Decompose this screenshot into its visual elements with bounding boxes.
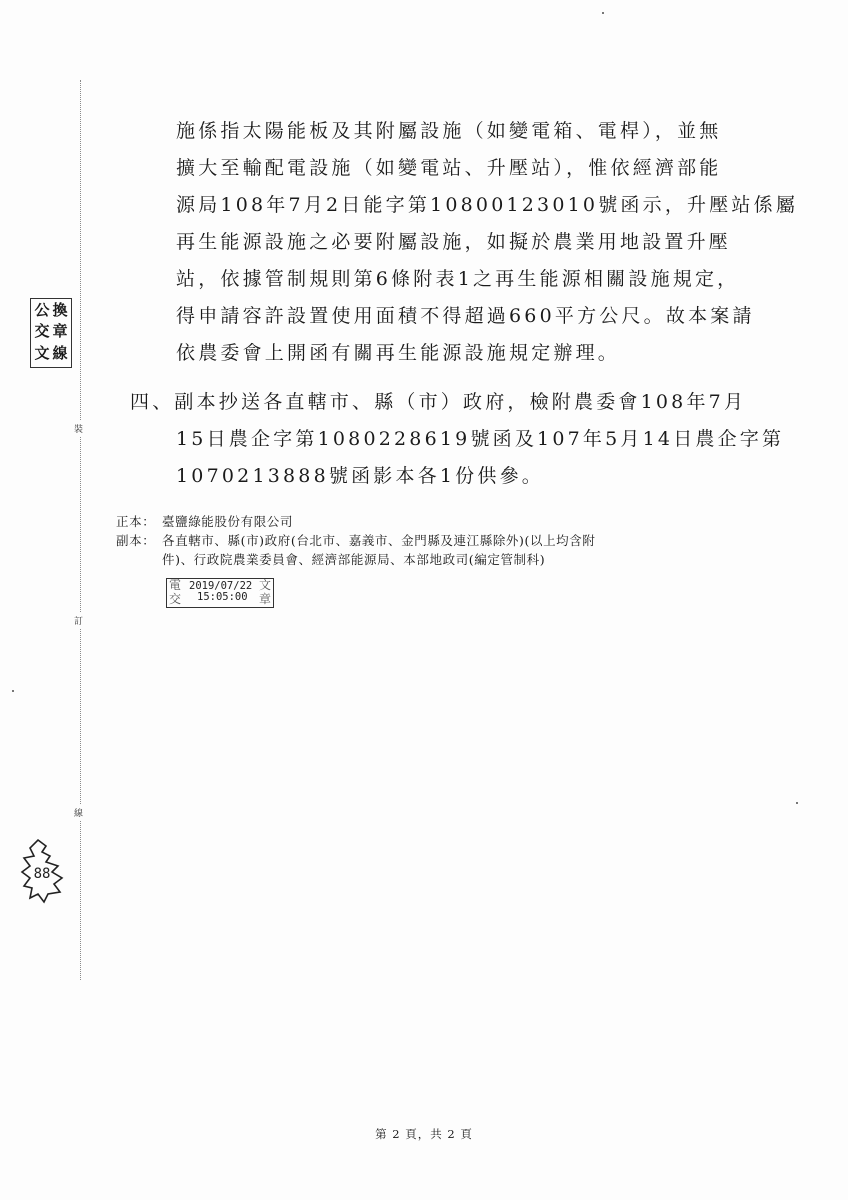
item-marker: 四、 (130, 391, 175, 413)
paragraph-line: 得申請容許設置使用面積不得超過660平方公尺。故本案請 (176, 305, 755, 327)
main-recipient-row (116, 512, 736, 531)
scan-speck (12, 690, 14, 692)
binding-dotted-line (80, 80, 81, 980)
copy-recipient-value: 各直轄市、縣(市)政府(台北市、嘉義市、金門縣及連江縣除外)(以上均含附 (162, 533, 596, 548)
stamp-date: 2019/07/22 (189, 580, 253, 592)
paragraph-line: 施係指太陽能板及其附屬設施（如變電箱、電桿），並無 (176, 120, 722, 142)
recipients-block (116, 512, 736, 569)
electronic-exchange-stamp (166, 578, 274, 608)
main-recipient-value: 臺鹽綠能股份有限公司 (162, 514, 294, 529)
copy-recipient-row (116, 531, 736, 550)
item-line: 15日農企字第1080228619號函及107年5月14日農企字第 (176, 428, 785, 450)
page-mark-number: 88 (33, 866, 51, 882)
paragraph-continued (176, 113, 799, 372)
binding-mark-xian: 線 (74, 804, 83, 821)
paragraph-line: 再生能源設施之必要附屬設施，如擬於農業用地設置升壓 (176, 231, 732, 253)
seal-char: 文 (34, 343, 50, 362)
seal-char: 換 (52, 301, 68, 319)
stamp-char: 章 (258, 592, 271, 606)
main-recipient-label: 正本： (116, 514, 156, 529)
stamp-char: 交 (169, 592, 182, 606)
copy-recipient-continued: 件)、行政院農業委員會、經濟部能源局、本部地政司(編定管制科) (162, 552, 546, 567)
stamp-time: 15:05:00 (197, 591, 248, 603)
stamp-char: 文 (258, 578, 271, 592)
seal-char: 公 (34, 301, 50, 319)
item-line: 1070213888號函影本各1份供參。 (176, 465, 544, 487)
copy-recipient-label: 副本： (116, 533, 156, 548)
binding-mark-zhuang: 裝 (74, 420, 83, 437)
item-line: 副本抄送各直轄市、縣（市）政府，檢附農委會108年7月 (174, 391, 747, 413)
stamp-char: 電 (169, 578, 182, 592)
page-footer: 第 2 頁，共 2 頁 (375, 1127, 473, 1141)
paragraph-line: 擴大至輸配電設施（如變電站、升壓站），惟依經濟部能 (176, 157, 722, 179)
scan-speck (796, 802, 798, 804)
binding-mark-ding: 訂 (74, 612, 83, 629)
item-four-first-line (130, 384, 747, 421)
paragraph-line: 源局108年7月2日能字第10800123010號函示，升壓站係屬 (176, 194, 799, 216)
exchange-seal (30, 298, 72, 368)
item-four (130, 384, 785, 495)
page-number-stamp (18, 838, 68, 904)
paragraph-line: 站，依據管制規則第6條附表1之再生能源相關設施規定， (176, 268, 740, 290)
paragraph-line: 依農委會上開函有關再生能源設施規定辦理。 (176, 342, 621, 364)
seal-char: 交 (34, 322, 50, 341)
seal-char: 線 (52, 343, 68, 362)
seal-char: 章 (52, 322, 68, 341)
scan-speck (602, 12, 604, 14)
